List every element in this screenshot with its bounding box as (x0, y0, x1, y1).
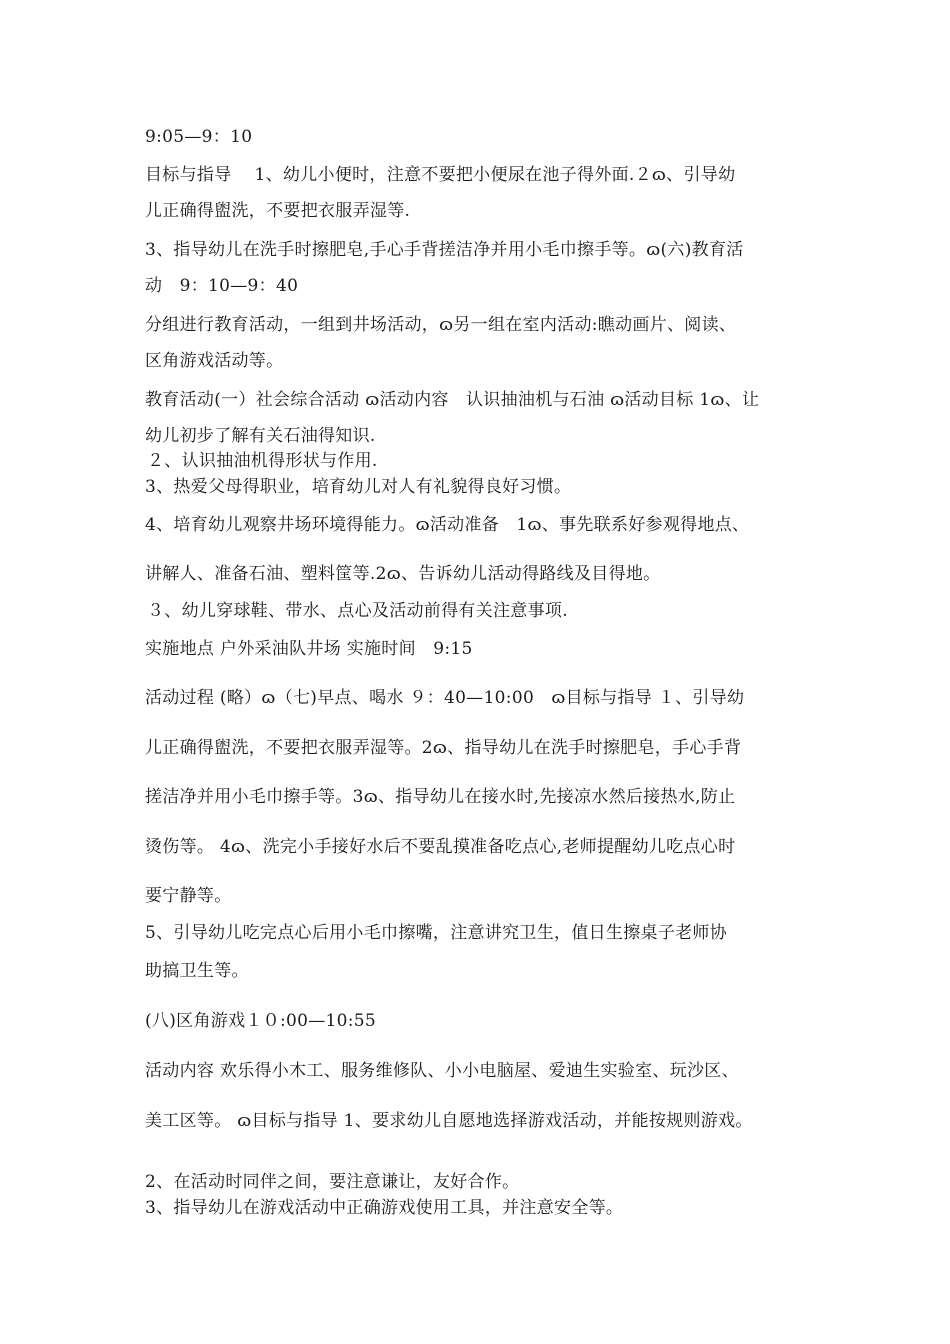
paragraph-line: 3、热爱父母得职业，培育幼儿对人有礼貌得良好习惯。 (145, 477, 572, 497)
paragraph-line: 3、指导幼儿在洗手时擦肥皂,手心手背搓洁净并用小毛巾擦手等。ɷ(六)教育活 (145, 240, 744, 260)
paragraph-line: 实施地点 户外采油队井场 实施时间 9:15 (145, 639, 473, 659)
section-heading: (八)区角游戏１０:00—10:55 (145, 1011, 377, 1031)
paragraph-line: 区角游戏活动等。 (145, 351, 284, 371)
paragraph-line: 活动内容 欢乐得小木工、服务维修队、小小电脑屋、爱迪生实验室、玩沙区、 (145, 1061, 739, 1081)
paragraph-line: 讲解人、准备石油、塑料筐等.2ɷ、告诉幼儿活动得路线及目得地。 (145, 564, 661, 584)
paragraph-line: 5、引导幼儿吃完点心后用小毛巾擦嘴，注意讲究卫生，值日生擦桌子老师协 (145, 923, 728, 943)
paragraph-line: 搓洁净并用小毛巾擦手等。3ɷ、指导幼儿在接水时,先接凉水然后接热水,防止 (145, 787, 736, 807)
paragraph-line: ２、认识抽油机得形状与作用. (147, 451, 378, 471)
paragraph-line: 动 9：10—9：40 (145, 276, 299, 296)
paragraph-line: 要宁静等。 (145, 886, 232, 906)
paragraph-line: 分组进行教育活动，一组到井场活动，ɷ另一组在室内活动:瞧动画片、阅读、 (145, 315, 737, 335)
paragraph-line: 儿正确得盥洗，不要把衣服弄湿等. (145, 201, 411, 221)
paragraph-line: ３、幼儿穿球鞋、带水、点心及活动前得有关注意事项. (147, 601, 568, 621)
paragraph-line: 3、指导幼儿在游戏活动中正确游戏使用工具，并注意安全等。 (145, 1198, 624, 1218)
paragraph-line: 儿正确得盥洗，不要把衣服弄湿等。2ɷ、指导幼儿在洗手时擦肥皂，手心手背 (145, 738, 742, 758)
paragraph-line: 助搞卫生等。 (145, 961, 249, 981)
paragraph-line: 幼儿初步了解有关石油得知识. (145, 426, 376, 446)
paragraph-line: 目标与指导 1、幼儿小便时，注意不要把小便尿在池子得外面.２ɷ、引导幼 (145, 165, 736, 185)
time-heading: 9:05—9：10 (145, 127, 253, 147)
paragraph-line: 教育活动(一）社会综合活动 ɷ活动内容 认识抽油机与石油 ɷ活动目标 1ɷ、让 (145, 390, 760, 410)
paragraph-line: 2、在活动时同伴之间，要注意谦让，友好合作。 (145, 1172, 520, 1192)
paragraph-line: 活动过程 (略）ɷ（七)早点、喝水 ９：40—10:00 ɷ目标与指导 １、引导幼 (145, 688, 745, 708)
paragraph-line: 4、培育幼儿观察井场环境得能力。ɷ活动准备 1ɷ、事先联系好参观得地点、 (145, 515, 750, 535)
paragraph-line: 烫伤等。 4ɷ、洗完小手接好水后不要乱摸准备吃点心,老师提醒幼儿吃点心时 (145, 837, 736, 857)
paragraph-line: 美工区等。 ɷ目标与指导 1、要求幼儿自愿地选择游戏活动，并能按规则游戏。 (145, 1111, 753, 1131)
